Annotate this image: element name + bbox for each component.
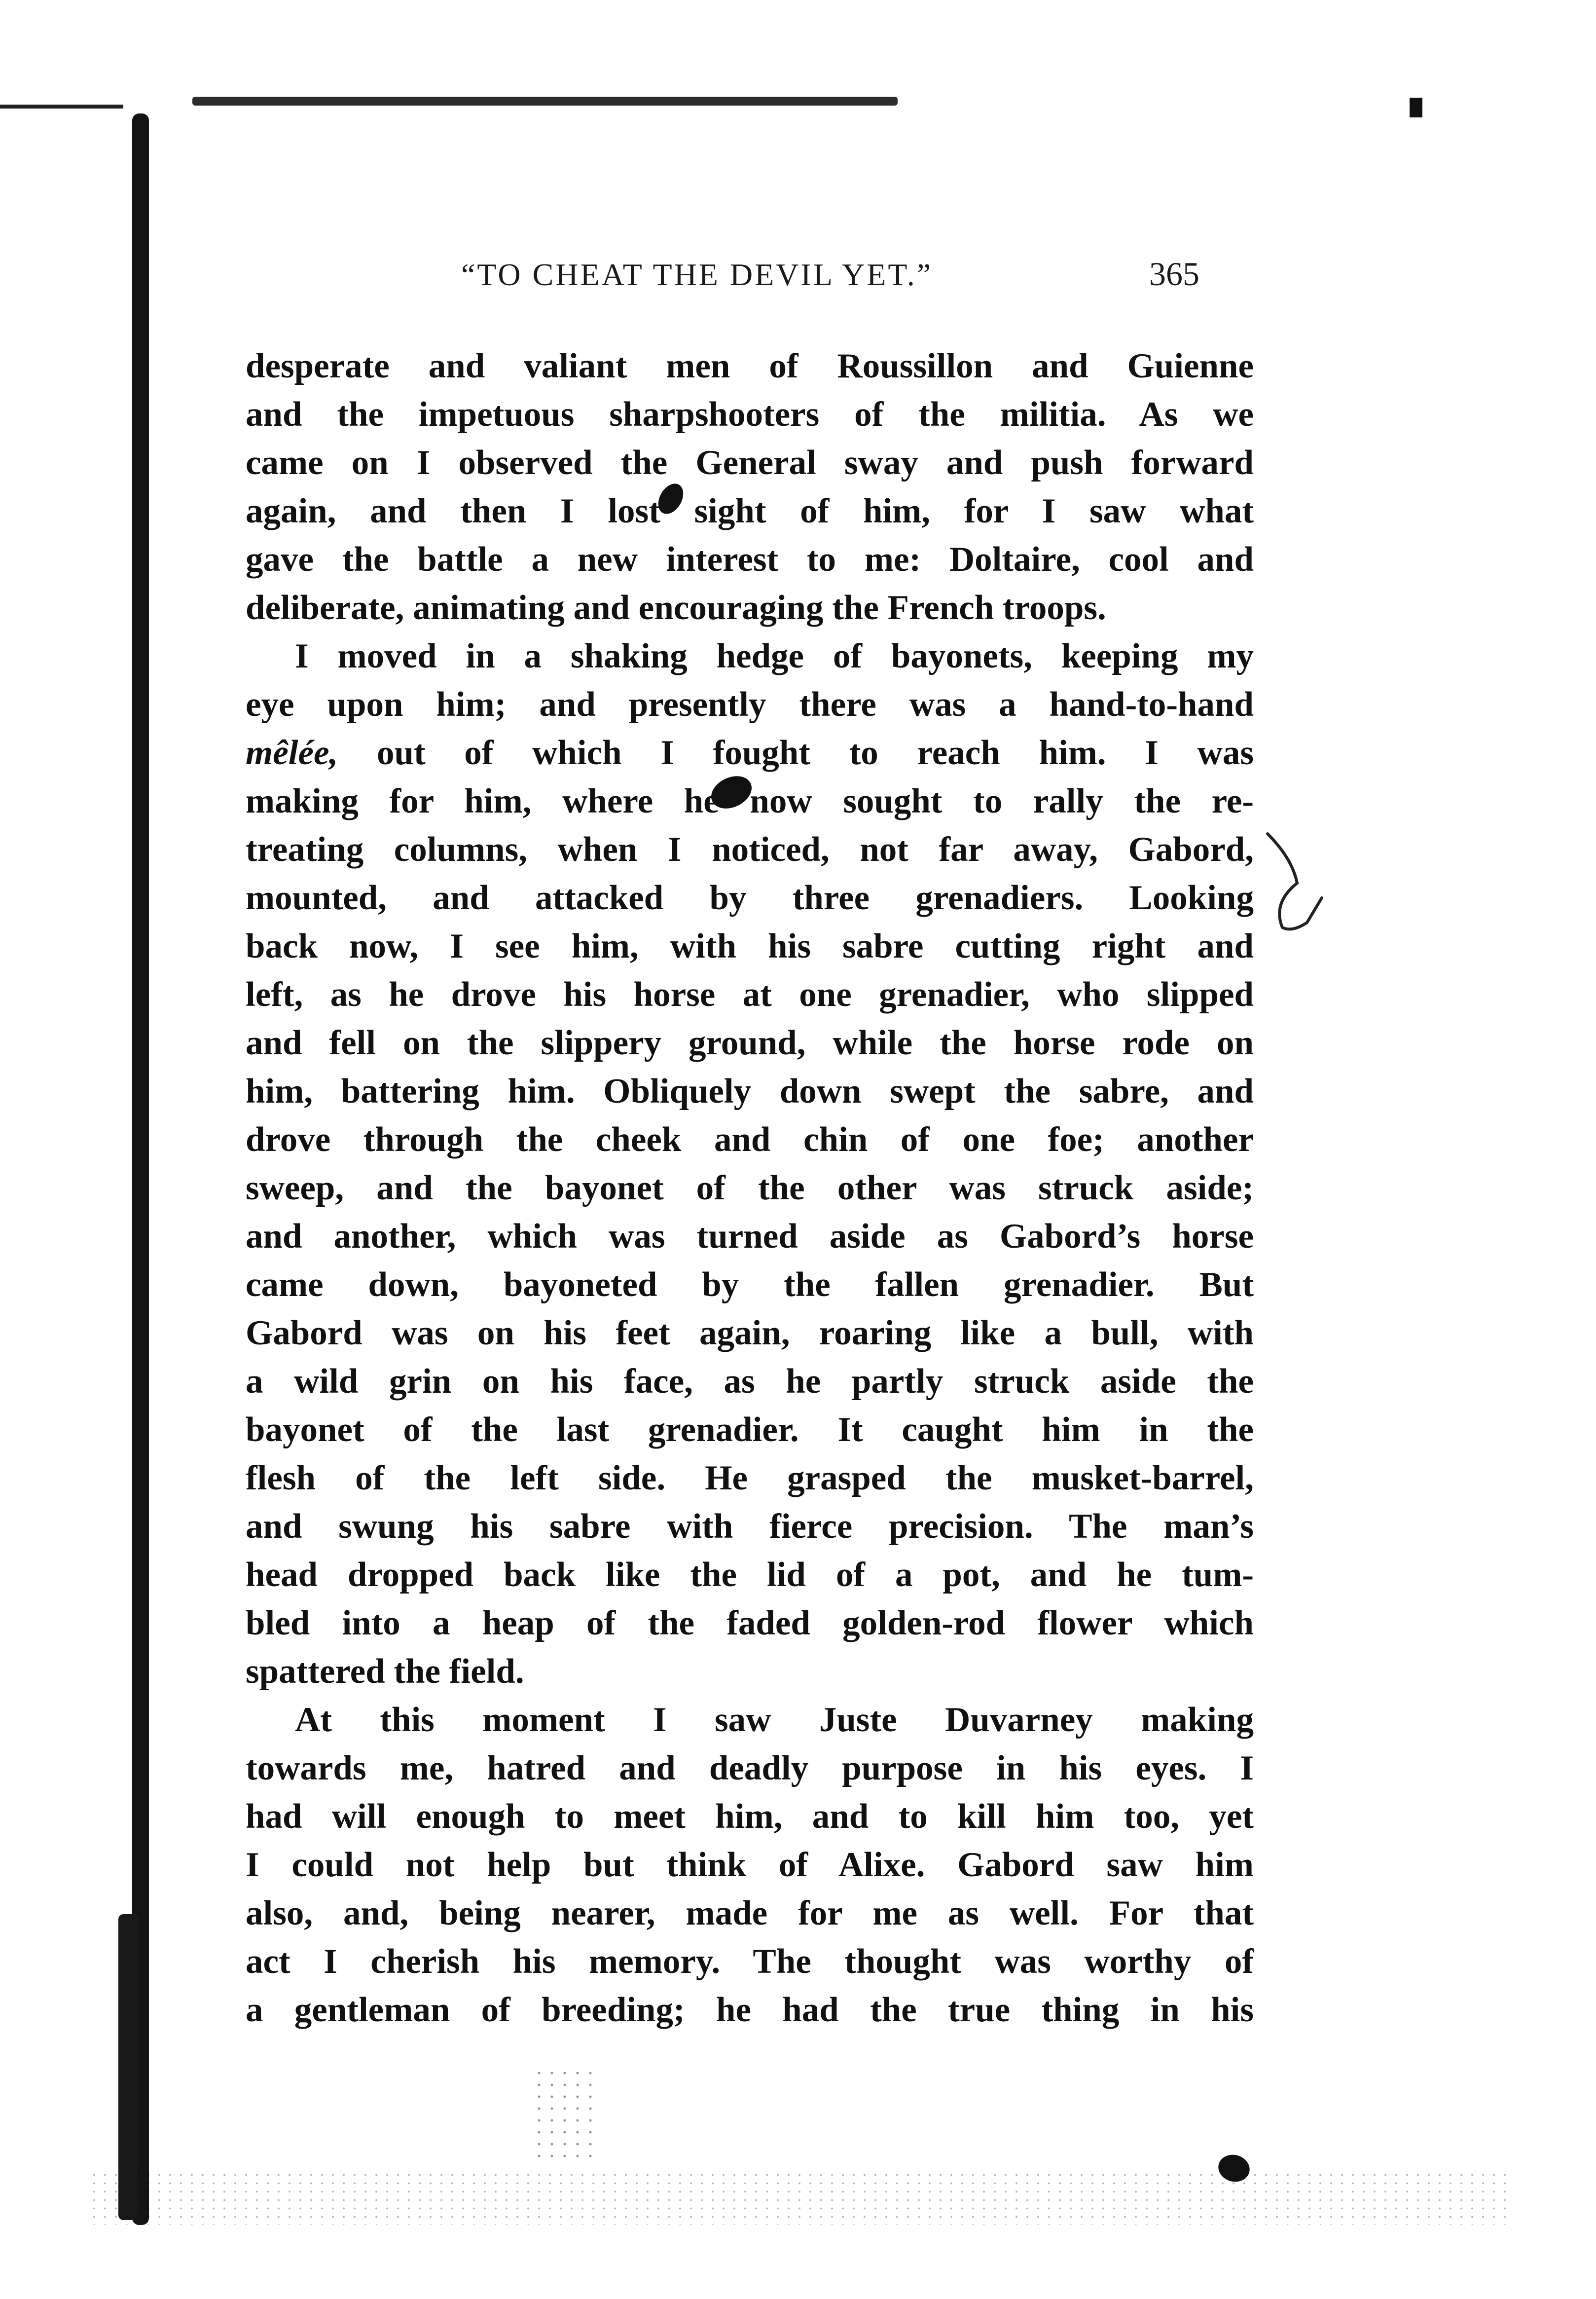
- text-line: I moved in a shaking hedge of bayonets, keeping my: [295, 637, 1254, 675]
- text-line: treating columns, when I noticed, not far away, Gabord,: [246, 830, 1254, 869]
- text-line: a gentleman of breeding; he had the true thing in his: [246, 1991, 1254, 2029]
- running-title: “TO CHEAT THE DEVIL YET.”: [461, 257, 933, 292]
- text-line: also, and, being nearer, made for me as well. For that: [246, 1894, 1254, 1932]
- text-line: act I cherish his memory. The thought was worthy of: [246, 1942, 1254, 1981]
- text-line: and swung his sabre with fierce precision. The man’s: [246, 1507, 1254, 1546]
- scan-speckle-mid: [533, 2067, 602, 2161]
- scan-corner-mark: [1410, 98, 1422, 117]
- scan-speckle-bottom: [89, 2171, 1509, 2225]
- text-line: and another, which was turned aside as Gabord’s horse: [246, 1217, 1254, 1256]
- scan-top-rule: [192, 97, 898, 106]
- text-line: gave the battle a new interest to me: Doltaire, cool and: [246, 540, 1254, 579]
- text-line: back now, I see him, with his sabre cutting right and: [246, 927, 1254, 965]
- scan-edge-line: [0, 105, 123, 109]
- body-text: [246, 342, 1254, 2034]
- text-line: him, battering him. Obliquely down swept the sabre, and: [246, 1072, 1254, 1111]
- text-line: towards me, hatred and deadly purpose in his eyes. I: [246, 1749, 1254, 1787]
- page-number: 365: [1149, 255, 1199, 293]
- text-line: desperate and valiant men of Roussillon and Guienne: [246, 347, 1254, 385]
- text-line: making for him, where he now sought to rally the re-: [246, 782, 1254, 820]
- text-line: bled into a heap of the faded golden-rod flower which: [246, 1604, 1254, 1642]
- margin-brace-mark: [1263, 829, 1342, 937]
- text-line: left, as he drove his horse at one grenadier, who slipped: [246, 975, 1254, 1014]
- text-line: mounted, and attacked by three grenadiers. Looking: [246, 879, 1254, 917]
- text-line: Gabord was on his feet again, roaring like a bull, with: [246, 1314, 1254, 1352]
- text-line: At this moment I saw Juste Duvarney making: [295, 1701, 1254, 1739]
- text-line: came on I observed the General sway and push forward: [246, 444, 1254, 482]
- text-line: again, and then I lost sight of him, for I saw what: [246, 492, 1254, 530]
- text-line: head dropped back like the lid of a pot, and he tum-: [246, 1556, 1254, 1594]
- text-line: I could not help but think of Alixe. Gabord saw him: [246, 1846, 1254, 1884]
- text-line: eye upon him; and presently there was a hand-to-hand: [246, 685, 1254, 724]
- text-line: flesh of the left side. He grasped the musket-barrel,: [246, 1459, 1254, 1497]
- scan-gutter-shadow: [132, 113, 149, 2225]
- text-line: sweep, and the bayonet of the other was struck aside;: [246, 1169, 1254, 1207]
- text-line: drove through the cheek and chin of one foe; another: [246, 1120, 1254, 1159]
- text-line: mêlée, out of which I fought to reach him. I was: [246, 734, 1254, 772]
- text-line: deliberate, animating and encouraging the French troops.: [246, 589, 1106, 627]
- text-line: and the impetuous sharpshooters of the militia. As we: [246, 395, 1254, 434]
- text-line: had will enough to meet him, and to kill him too, yet: [246, 1797, 1254, 1836]
- text-line: and fell on the slippery ground, while the horse rode on: [246, 1024, 1254, 1062]
- text-line: bayonet of the last grenadier. It caught him in the: [246, 1410, 1254, 1449]
- text-line: came down, bayoneted by the fallen grenadier. But: [246, 1265, 1254, 1304]
- text-line: a wild grin on his face, as he partly struck aside the: [246, 1362, 1254, 1401]
- text-line: spattered the field.: [246, 1652, 524, 1691]
